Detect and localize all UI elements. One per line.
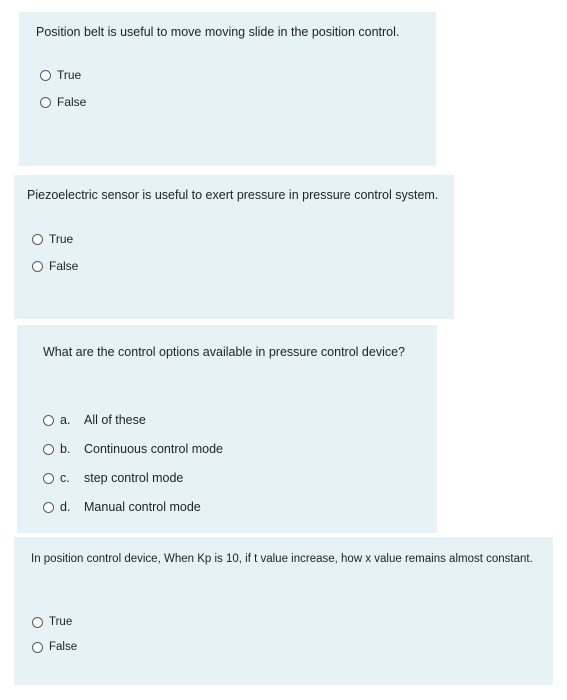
radio-button[interactable] bbox=[32, 261, 43, 272]
option-false[interactable] bbox=[40, 95, 86, 109]
question-text: In position control device, When Kp is 10, if t value increase, how x value remains almost constant. bbox=[31, 553, 533, 565]
option-false[interactable] bbox=[32, 259, 78, 273]
option-letter: a. bbox=[60, 413, 71, 427]
option-label: All of these bbox=[84, 413, 146, 427]
radio-button[interactable] bbox=[32, 234, 43, 245]
option-label: False bbox=[49, 641, 78, 653]
option-c[interactable] bbox=[43, 471, 183, 485]
radio-button[interactable] bbox=[43, 502, 54, 513]
option-false[interactable] bbox=[32, 641, 77, 653]
radio-button[interactable] bbox=[43, 473, 54, 484]
option-letter: c. bbox=[60, 471, 70, 485]
question-text: Position belt is useful to move moving slide in the position control. bbox=[36, 25, 400, 39]
option-letter: d. bbox=[60, 500, 71, 514]
option-b[interactable] bbox=[43, 442, 223, 456]
question-card-4 bbox=[14, 537, 553, 685]
radio-button[interactable] bbox=[32, 617, 43, 628]
question-card-2 bbox=[14, 175, 454, 319]
option-true[interactable] bbox=[32, 616, 72, 628]
radio-button[interactable] bbox=[43, 444, 54, 455]
option-label: True bbox=[57, 68, 82, 82]
radio-button[interactable] bbox=[40, 97, 51, 108]
radio-button[interactable] bbox=[32, 642, 43, 653]
question-card-3 bbox=[17, 325, 437, 533]
radio-button[interactable] bbox=[43, 415, 54, 426]
option-a[interactable] bbox=[43, 413, 146, 427]
question-card-1 bbox=[19, 12, 436, 166]
option-label: Manual control mode bbox=[84, 500, 201, 514]
option-label: True bbox=[49, 616, 73, 628]
option-true[interactable] bbox=[40, 68, 81, 82]
option-label: True bbox=[49, 232, 74, 246]
option-true[interactable] bbox=[32, 232, 73, 246]
option-d[interactable] bbox=[43, 500, 201, 514]
option-letter: b. bbox=[60, 442, 71, 456]
question-text: Piezoelectric sensor is useful to exert pressure in pressure control system. bbox=[27, 188, 439, 202]
option-label: Continuous control mode bbox=[84, 442, 223, 456]
option-label: False bbox=[49, 259, 79, 273]
option-label: False bbox=[57, 95, 87, 109]
option-label: step control mode bbox=[84, 471, 184, 485]
question-text: What are the control options available in pressure control device? bbox=[43, 345, 406, 359]
radio-button[interactable] bbox=[40, 70, 51, 81]
